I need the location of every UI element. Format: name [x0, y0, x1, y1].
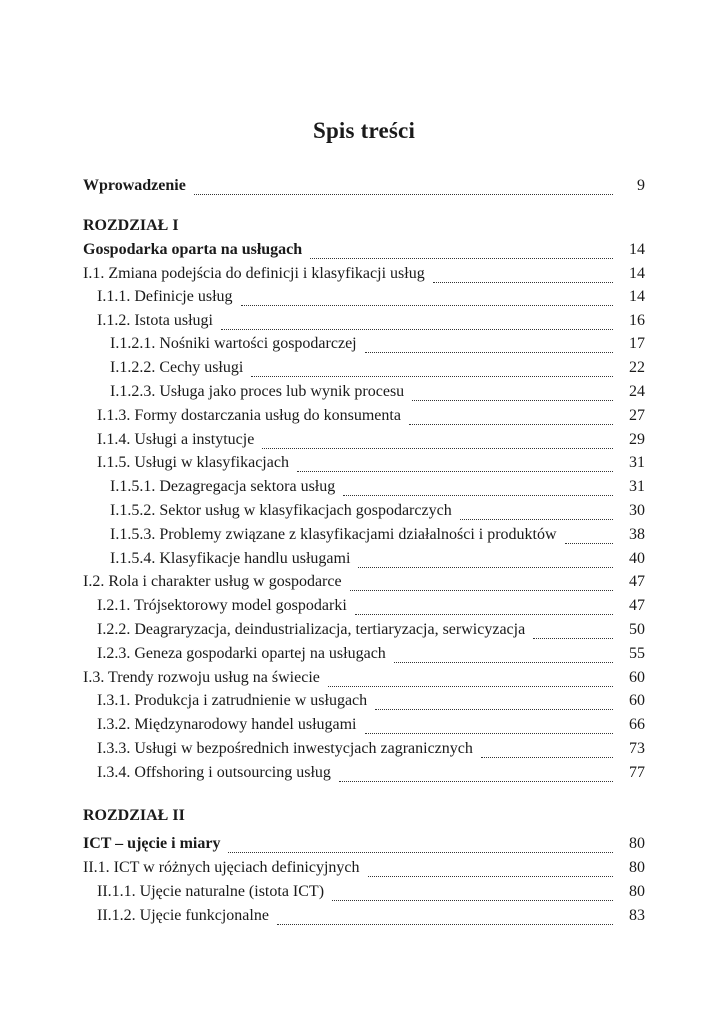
dot-leader	[332, 886, 613, 901]
toc-entry-introduction[interactable]	[0, 174, 728, 198]
toc-entry-page: 9	[637, 177, 645, 194]
dot-leader	[328, 672, 613, 687]
toc-entry[interactable]	[0, 356, 728, 380]
dot-leader	[343, 481, 613, 496]
toc-entry-page: 66	[629, 716, 645, 733]
toc-entry[interactable]	[0, 856, 728, 880]
dot-leader	[262, 434, 613, 449]
dot-leader	[394, 648, 613, 663]
toc-entry[interactable]	[0, 737, 728, 761]
toc-entry-label: I.1. Zmiana podejścia do definicji i klasyfikacji usług	[83, 265, 425, 282]
toc-entry[interactable]	[0, 404, 728, 428]
toc-entry[interactable]	[0, 689, 728, 713]
toc-entry[interactable]	[0, 285, 728, 309]
toc-entry[interactable]	[0, 547, 728, 571]
toc-entry-page: 60	[629, 669, 645, 686]
toc-entry-label: Gospodarka oparta na usługach	[83, 241, 303, 258]
toc-entry[interactable]	[0, 666, 728, 690]
toc-entry-page: 31	[629, 454, 645, 471]
toc-entry-label: I.1.2.3. Usługa jako proces lub wynik procesu	[110, 383, 405, 400]
toc-entry-page: 80	[629, 835, 645, 852]
dot-leader	[241, 291, 613, 306]
toc-entry[interactable]	[0, 499, 728, 523]
toc-entry-page: 22	[629, 359, 645, 376]
dot-leader	[533, 624, 613, 639]
toc-entry-page: 40	[629, 550, 645, 567]
dot-leader	[350, 576, 613, 591]
toc-entry-label: II.1.2. Ujęcie funkcjonalne	[97, 907, 269, 924]
toc-entry[interactable]	[0, 713, 728, 737]
toc-entry[interactable]	[0, 904, 728, 928]
dot-leader	[365, 719, 613, 734]
toc-entry-label: I.3.4. Offshoring i outsourcing usług	[97, 764, 331, 781]
toc-entry[interactable]	[0, 428, 728, 452]
toc-entry[interactable]	[0, 309, 728, 333]
toc-entry-page: 17	[629, 335, 645, 352]
dot-leader	[368, 862, 613, 877]
toc-entry-page: 14	[629, 241, 645, 258]
toc-entry-page: 14	[629, 288, 645, 305]
dot-leader	[460, 505, 613, 520]
dot-leader	[565, 529, 613, 544]
toc-entry[interactable]	[0, 262, 728, 286]
dot-leader	[194, 180, 613, 195]
toc-entry-page: 27	[629, 407, 645, 424]
toc-entry-label: Wprowadzenie	[83, 177, 186, 194]
toc-entry-label: I.3.2. Międzynarodowy handel usługami	[97, 716, 357, 733]
toc-entry-page: 83	[629, 907, 645, 924]
toc-entry-label: ICT – ujęcie i miary	[83, 835, 221, 852]
toc-entry-label: I.1.5. Usługi w klasyfikacjach	[97, 454, 289, 471]
chapter-2-heading: ROZDZIAŁ II	[83, 807, 185, 824]
toc-entry-label: I.1.4. Usługi a instytucje	[97, 431, 255, 448]
toc-entry[interactable]	[0, 238, 728, 262]
dot-leader	[251, 362, 613, 377]
dot-leader	[365, 338, 613, 353]
toc-entry-label: I.3.3. Usługi w bezpośrednich inwestycjach zagranicznych	[97, 740, 473, 757]
dot-leader	[375, 695, 613, 710]
toc-entry-label: II.1.1. Ujęcie naturalne (istota ICT)	[97, 883, 325, 900]
dot-leader	[228, 838, 613, 853]
toc-entry[interactable]	[0, 594, 728, 618]
dot-leader	[433, 268, 613, 283]
dot-leader	[339, 767, 613, 782]
toc-entry-label: I.2.1. Trójsektorowy model gospodarki	[97, 597, 347, 614]
toc-entry-label: I.1.5.1. Dezagregacja sektora usług	[110, 478, 336, 495]
toc-entry-label: I.1.5.4. Klasyfikacje handlu usługami	[110, 550, 351, 567]
toc-entry-page: 14	[629, 265, 645, 282]
toc-entry-page: 55	[629, 645, 645, 662]
toc-entry-label: I.2.2. Deagraryzacja, deindustrializacja, tertiaryzacja, serwicyzacja	[97, 621, 526, 638]
page-title: Spis treści	[312, 118, 416, 143]
dot-leader	[297, 457, 613, 472]
toc-entry[interactable]	[0, 618, 728, 642]
toc-entry-page: 47	[629, 597, 645, 614]
dot-leader	[355, 600, 613, 615]
toc-entry-label: I.3. Trendy rozwoju usług na świecie	[83, 669, 320, 686]
toc-entry[interactable]	[0, 642, 728, 666]
toc-entry-label: I.1.1. Definicje usług	[97, 288, 233, 305]
toc-entry[interactable]	[0, 332, 728, 356]
toc-entry[interactable]	[0, 761, 728, 785]
toc-entry[interactable]	[0, 880, 728, 904]
dot-leader	[310, 244, 613, 259]
toc-entry[interactable]	[0, 475, 728, 499]
toc-entry-label: I.1.3. Formy dostarczania usług do konsumenta	[97, 407, 401, 424]
toc-entry-label: I.2.3. Geneza gospodarki opartej na usługach	[97, 645, 386, 662]
toc-entry-page: 16	[629, 312, 645, 329]
toc-entry-page: 47	[629, 573, 645, 590]
toc-entry-page: 38	[629, 526, 645, 543]
toc-entry-label: I.2. Rola i charakter usług w gospodarce	[83, 573, 342, 590]
toc-entry[interactable]	[0, 832, 728, 856]
toc-entry-page: 29	[629, 431, 645, 448]
toc-entry-label: I.1.5.2. Sektor usług w klasyfikacjach gospodarczych	[110, 502, 452, 519]
toc-entry-page: 73	[629, 740, 645, 757]
toc-entry[interactable]	[0, 380, 728, 404]
toc-entry[interactable]	[0, 451, 728, 475]
toc-entry-label: I.3.1. Produkcja i zatrudnienie w usługach	[97, 692, 368, 709]
dot-leader	[358, 553, 613, 568]
dot-leader	[409, 410, 613, 425]
toc-entry-label: I.1.5.3. Problemy związane z klasyfikacjami działalności i produktów	[110, 526, 557, 543]
toc-entry-page: 80	[629, 859, 645, 876]
chapter-1-heading: ROZDZIAŁ I	[83, 217, 179, 234]
toc-entry-label: II.1. ICT w różnych ujęciach definicyjnych	[83, 859, 360, 876]
dot-leader	[221, 315, 613, 330]
toc-entry-page: 50	[629, 621, 645, 638]
dot-leader	[277, 910, 613, 925]
toc-entry-page: 24	[629, 383, 645, 400]
toc-entry-page: 30	[629, 502, 645, 519]
toc-entry[interactable]	[0, 523, 728, 547]
toc-entry-label: I.1.2. Istota usługi	[97, 312, 213, 329]
dot-leader	[481, 743, 613, 758]
toc-entry-page: 60	[629, 692, 645, 709]
dot-leader	[412, 386, 613, 401]
toc-entry[interactable]	[0, 570, 728, 594]
toc-entry-page: 31	[629, 478, 645, 495]
toc-entry-page: 80	[629, 883, 645, 900]
toc-entry-label: I.1.2.2. Cechy usługi	[110, 359, 244, 376]
toc-entry-page: 77	[629, 764, 645, 781]
toc-entry-label: I.1.2.1. Nośniki wartości gospodarczej	[110, 335, 357, 352]
